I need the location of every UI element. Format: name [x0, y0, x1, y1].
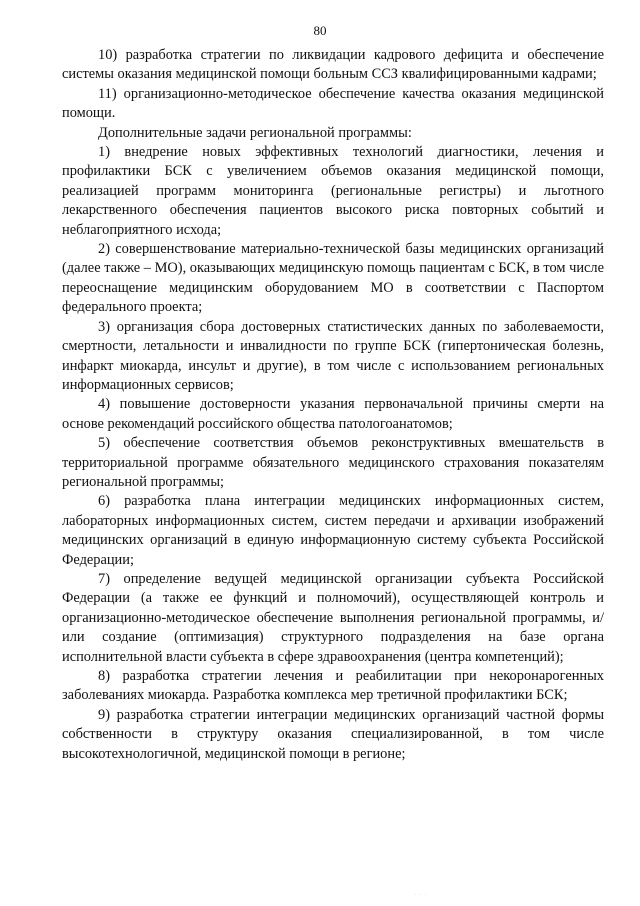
section-heading-additional-tasks: Дополнительные задачи региональной программы:: [98, 124, 412, 141]
scan-artifact: · · ·: [414, 892, 428, 898]
paragraph-item-10: 10) разработка стратегии по ликвидации кадрового дефицита и обеспечение системы оказания медицинской помощи больным ССЗ квалифицированными кадрами;: [62, 47, 604, 83]
paragraph-item-7: 7) определение ведущей медицинской организации субъекта Российской Федерации (а также ее функций и полномочий), осуществляющей контроль и организационно-методическое обеспечение выполнения региональной программы, и/или создание (оптимизация) структурного подразделения на базе органа исполнительной власти субъекта в сфере здравоохранения (центра компетенций);: [62, 570, 604, 665]
paragraph-item-4: 4) повышение достоверности указания первоначальной причины смерти на основе рекомендаций российского общества патологоанатомов;: [62, 396, 604, 432]
paragraph-item-6: 6) разработка плана интеграции медицинских информационных систем, лабораторных информационных систем, систем передачи и архивации изображений медицинских организаций в единую информационную систему субъекта Российской Федерации;: [62, 493, 604, 568]
page-number: 80: [313, 23, 327, 38]
paragraph-item-8: 8) разработка стратегии лечения и реабилитации при некоронарогенных заболеваниях миокарда. Разработка комплекса мер третичной профилактики БСК;: [62, 668, 604, 704]
paragraph-item-9: 9) разработка стратегии интеграции медицинских организаций частной формы собственности в структуру оказания специализированной, в том числе высокотехнологичной, медицинской помощи в регионе;: [62, 706, 604, 762]
paragraph-item-2: 2) совершенствование материально-технической базы медицинских организаций (далее также – МО), оказывающих медицинскую помощь пациентам с БСК, в том числе переоснащение медицинским оборудованием МО в соответствии с Паспортом федерального проекта;: [62, 241, 604, 316]
paragraph-item-1: 1) внедрение новых эффективных технологий диагностики, лечения и профилактики БСК с увеличением объемов оказания медицинской помощи, реализацией программ мониторинга (региональные регистры) и льготного лекарственного обеспечения пациентов высокого риска повторных событий и неблагоприятного исхода;: [62, 144, 604, 238]
document-body: [62, 46, 604, 764]
paragraph-item-5: 5) обеспечение соответствия объемов реконструктивных вмешательств в территориальной программе обязательного медицинского страхования показателям региональной программы;: [62, 435, 604, 490]
paragraph-item-3: 3) организация сбора достоверных статистических данных по заболеваемости, смертности, летальности и инвалидности по группе БСК (гипертоническая болезнь, инфаркт миокарда, инсульт и другие), в том числе с использованием региональных информационных сервисов;: [62, 318, 604, 393]
paragraph-item-11: 11) организационно-методическое обеспечение качества оказания медицинской помощи.: [62, 85, 604, 122]
